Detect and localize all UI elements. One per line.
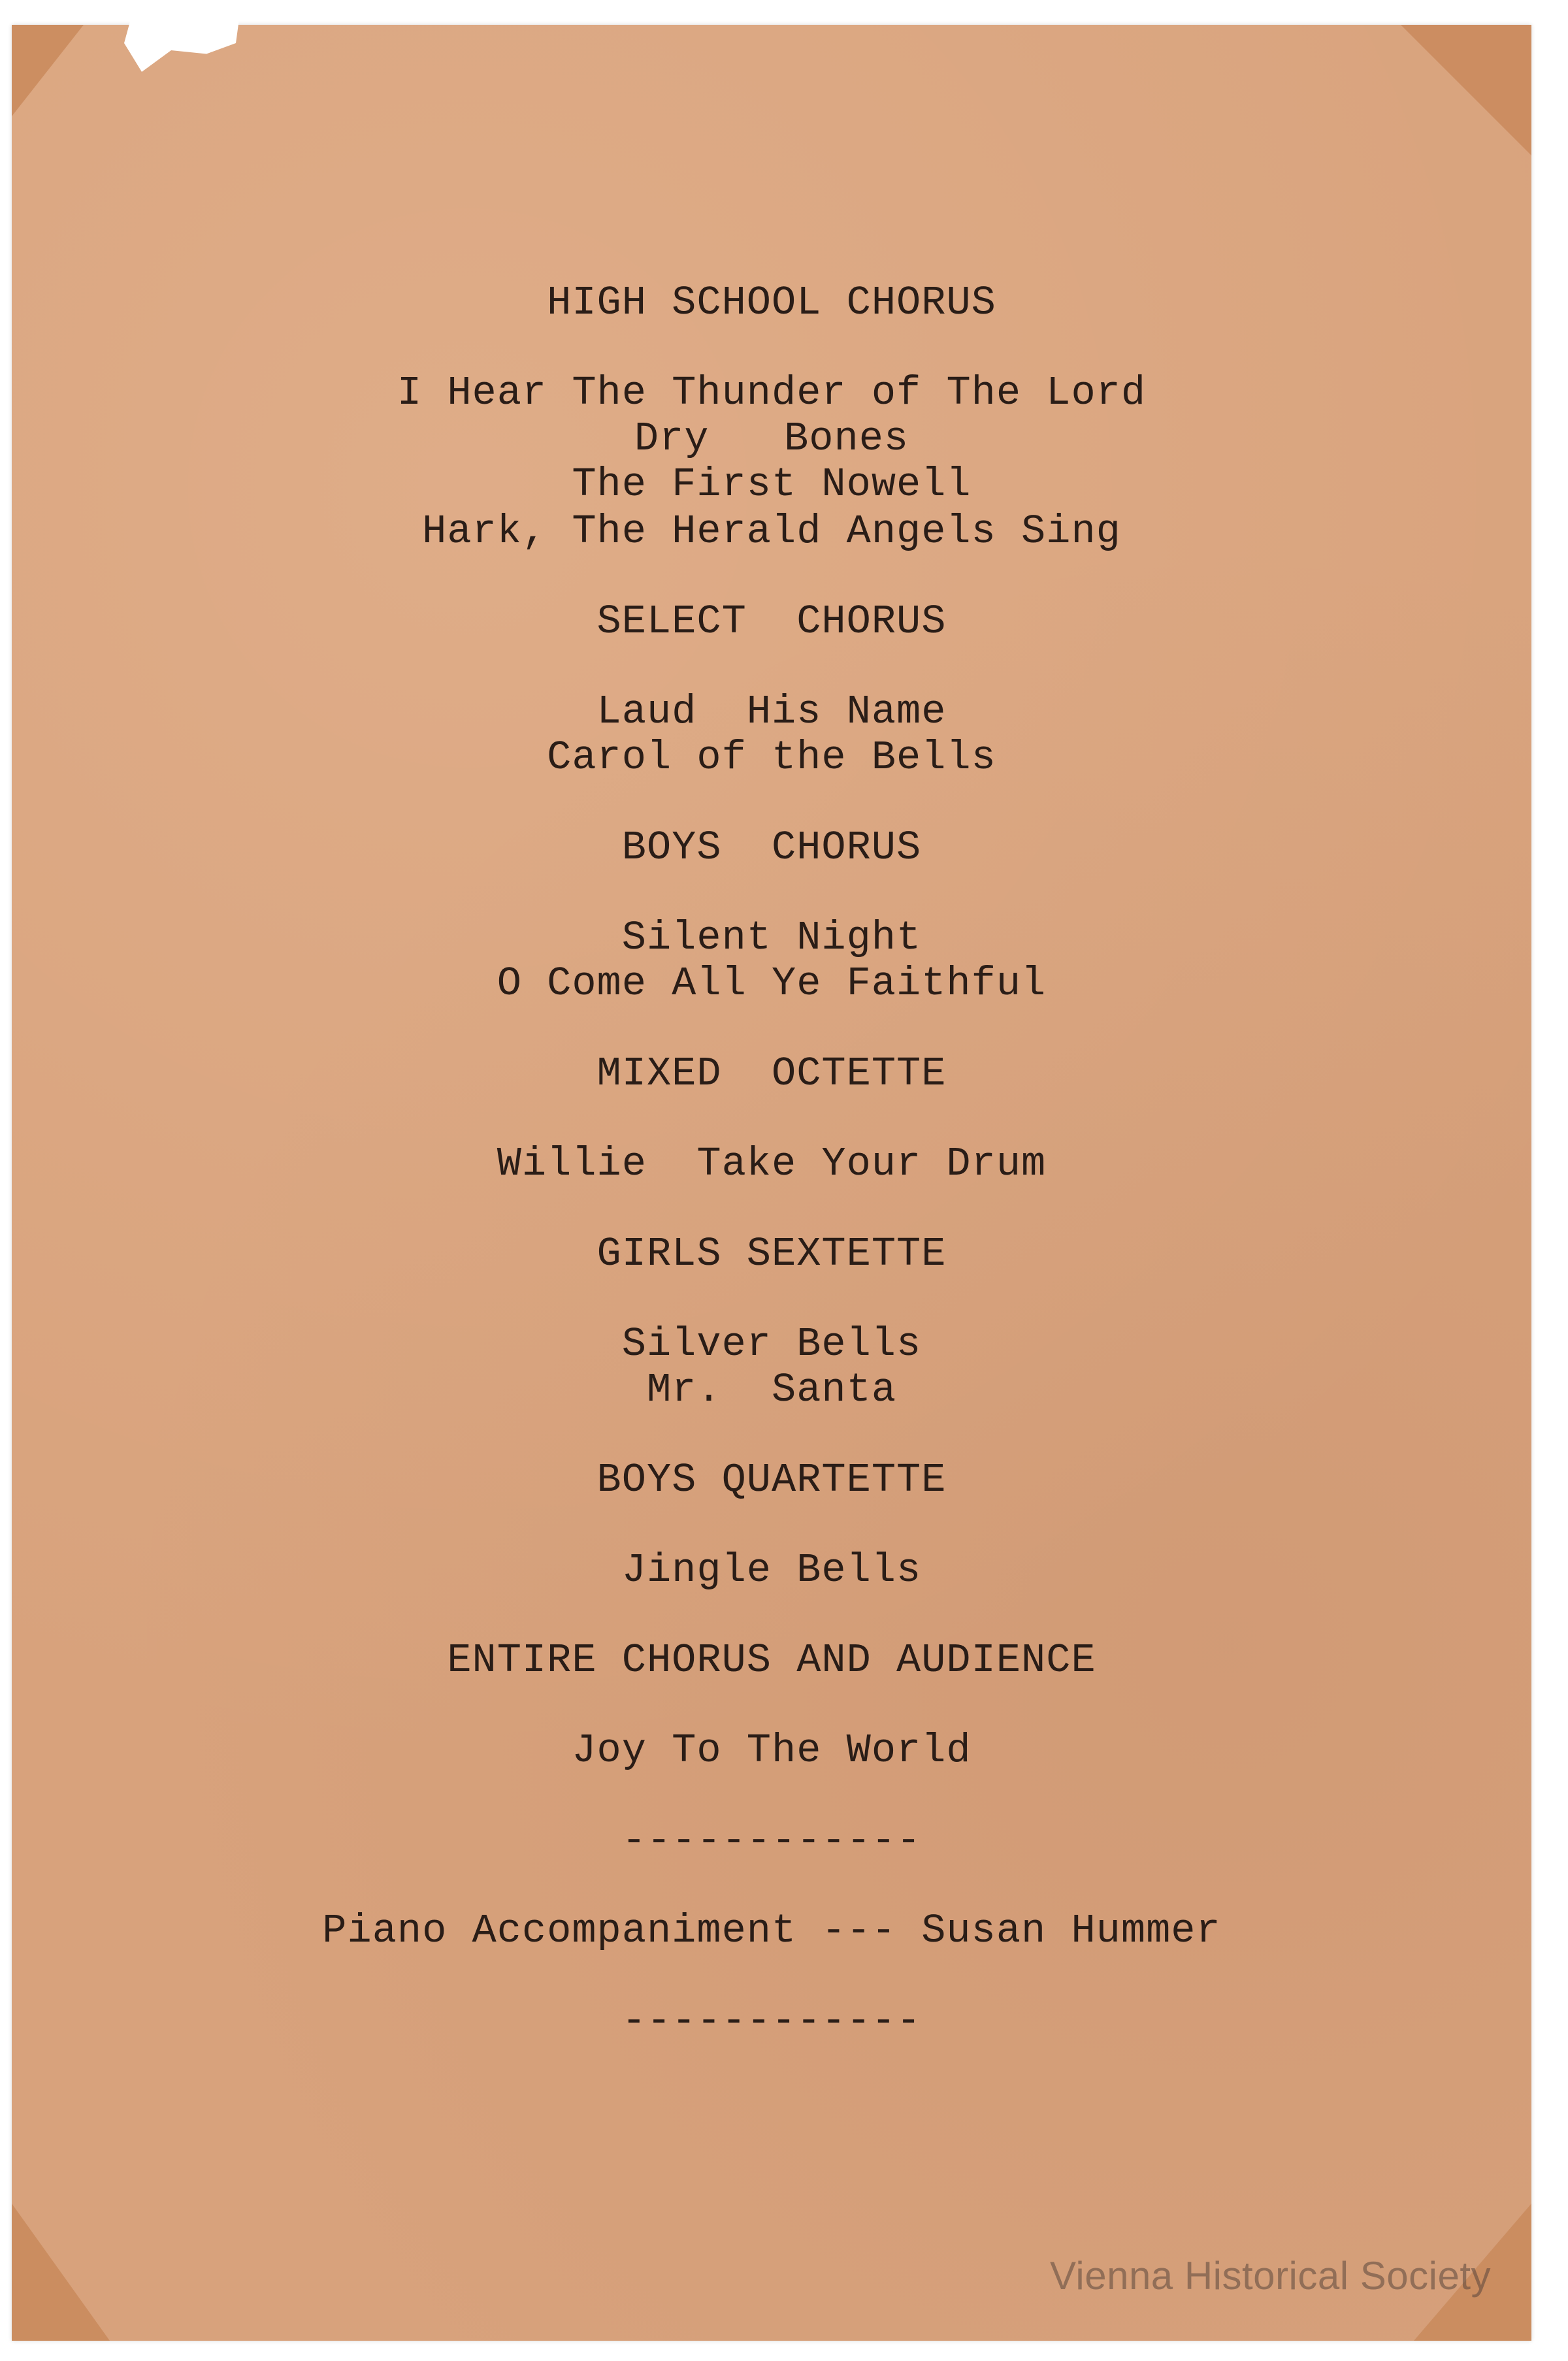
- heading-mixed-octette: MIXED OCTETTE: [596, 1050, 947, 1097]
- song-laud-his-name: Laud His Name: [596, 689, 947, 735]
- heading-entire-chorus: ENTIRE CHORUS AND AUDIENCE: [447, 1637, 1096, 1684]
- heading-girls-sextette: GIRLS SEXTETTE: [596, 1231, 947, 1277]
- song-dry-bones: Dry Bones: [634, 415, 909, 462]
- song-hark-the-herald: Hark, The Herald Angels Sing: [422, 508, 1121, 555]
- song-silver-bells: Silver Bells: [621, 1321, 922, 1367]
- tape-bottom-left: [12, 2204, 110, 2341]
- tape-top-left: [12, 25, 84, 116]
- tape-top-right: [1401, 25, 1531, 155]
- song-the-first-nowell: The First Nowell: [572, 461, 972, 508]
- heading-high-school-chorus: HIGH SCHOOL CHORUS: [547, 280, 996, 326]
- song-o-come-all-ye-faithful: O Come All Ye Faithful: [497, 960, 1047, 1007]
- watermark: Vienna Historical Society: [1049, 2254, 1491, 2298]
- heading-boys-chorus: BOYS CHORUS: [621, 824, 922, 871]
- divider-top: ------------: [621, 1817, 922, 1864]
- heading-boys-quartette: BOYS QUARTETTE: [596, 1457, 947, 1503]
- song-carol-of-the-bells: Carol of the Bells: [547, 734, 996, 781]
- song-silent-night: Silent Night: [621, 915, 922, 961]
- song-joy-to-the-world: Joy To The World: [572, 1727, 972, 1774]
- divider-bottom: ------------: [621, 1998, 922, 2044]
- piano-accompaniment: Piano Accompaniment --- Susan Hummer: [322, 1908, 1221, 1954]
- song-willie-take-your-drum: Willie Take Your Drum: [497, 1141, 1047, 1187]
- program-sheet: [12, 25, 1531, 2341]
- song-jingle-bells: Jingle Bells: [621, 1547, 922, 1593]
- heading-select-chorus: SELECT CHORUS: [596, 598, 947, 645]
- song-mr-santa: Mr. Santa: [646, 1367, 897, 1413]
- song-thunder-of-the-lord: I Hear The Thunder of The Lord: [397, 370, 1147, 416]
